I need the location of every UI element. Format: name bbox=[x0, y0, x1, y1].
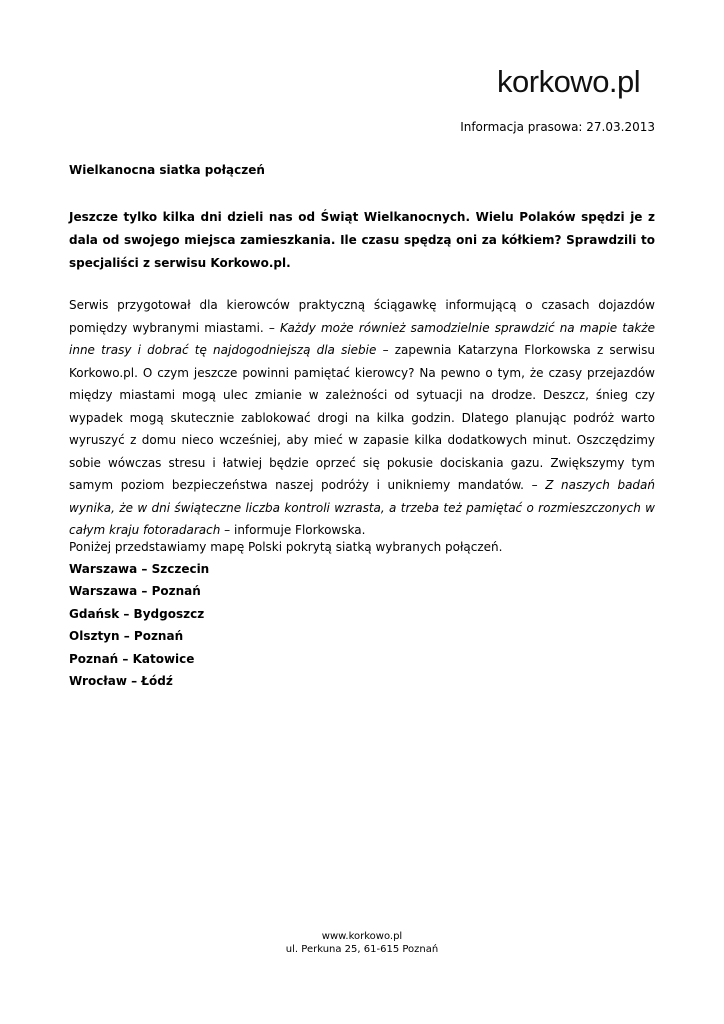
route-item: Warszawa – Szczecin bbox=[69, 562, 210, 576]
article-body bbox=[69, 294, 655, 542]
footer-website: www.korkowo.pl bbox=[321, 931, 403, 942]
route-item: Gdańsk – Bydgoszcz bbox=[69, 606, 205, 621]
route-item: Warszawa – Poznań bbox=[69, 584, 201, 599]
body-text-1: Serwis przygotował dla kierowców praktyczną ściągawkę informującą o czasach dojazdów pomiędzy wybranymi miastami. – bbox=[69, 298, 655, 335]
article-lead: Jeszcze tylko kilka dni dzieli nas od Świąt Wielkanocnych. Wielu Polaków spędzi je z dala od swojego miejsca zamieszkania. Ile czasu spędzą oni za kółkiem? Sprawdzili to specjaliści z serwisu Korkowo.pl. bbox=[69, 210, 655, 270]
quote-florkowska-1: Każdy może również samodzielnie sprawdzić na mapie także inne trasy i dobrać tę najdogodniejszą dla siebie bbox=[69, 320, 655, 357]
brand-logo: korkowo.pl bbox=[497, 64, 641, 99]
page-footer bbox=[0, 930, 724, 956]
route-item: Wrocław – Łódź bbox=[69, 674, 173, 689]
body-text-2: – zapewnia Katarzyna Florkowska z serwisu Korkowo.pl. O czym jeszcze powinni pamiętać kierowcy? Na pewno o tym, że czasy przejazdów między miastami mogą ulec zmianie w zależności od sytuacji na drodze. Deszcz, śnieg czy wypadek mogą skutecznie zablokować drogi na kilka godzin. Dlatego planując podróż warto wyruszyć z domu nieco wcześniej, aby mieć w zapasie kilka dodatkowych minut. Oszczędzimy sobie wówczas stresu i łatwiej będzie oprzeć się pokusie dociskania gazu. Zwiększymy tym samym poziom bezpieczeństwa naszej podróży i unikniemy mandatów. – bbox=[69, 343, 656, 492]
body-text-3: – informuje Florkowska. bbox=[220, 523, 366, 537]
quote-florkowska-2: Z naszych badań wynika, że w dni świąteczne liczba kontroli wzrasta, a trzeba też pamiętać o rozmieszczonych w całym kraju fotoradarach bbox=[69, 478, 656, 537]
routes-list bbox=[69, 558, 209, 692]
route-item: Poznań – Katowice bbox=[69, 651, 195, 666]
article-title: Wielkanocna siatka połączeń bbox=[69, 163, 265, 177]
press-release-date: Informacja prasowa: 27.03.2013 bbox=[460, 120, 655, 134]
route-item: Olsztyn – Poznań bbox=[69, 629, 184, 644]
routes-intro: Poniżej przedstawiamy mapę Polski pokrytą siatką wybranych połączeń. bbox=[69, 540, 503, 554]
footer-address: ul. Perkuna 25, 61-615 Poznań bbox=[285, 944, 439, 955]
